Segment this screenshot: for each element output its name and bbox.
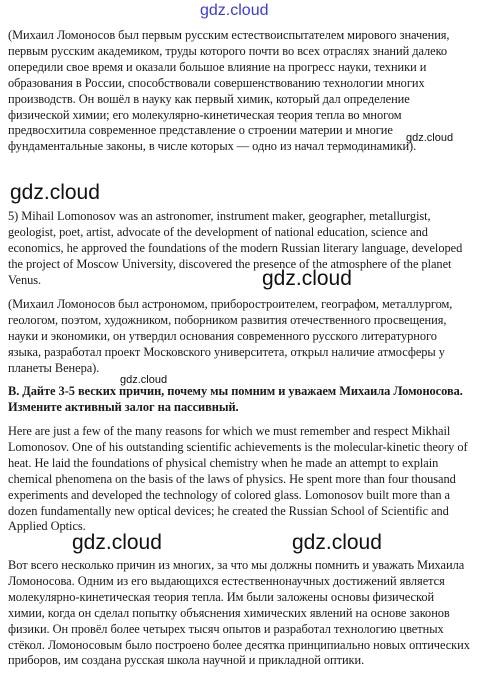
- watermark-4: gdz.cloud: [120, 374, 168, 386]
- watermark-6: gdz.cloud: [292, 531, 382, 554]
- paragraph-english-1: 5) Mihail Lomonosov was an astronomer, instrument maker, geographer, metallurgist, geologist, poet, artist, advocate of the development of national education, science and economics, he approved the foundations of the modern Russian literary language, developed the project of Moscow University, discovered the presence of the atmosphere of the planet Venus.: [8, 209, 463, 287]
- paragraph-russian-1: (Михаил Ломоносов был первым русским естествоиспытателем мирового значения, первым русским академиком, труды которого почти во всех отраслях знаний далеко опередили свое время и оказали большое влияние на прогресс науки, техники и образования в России, способствовали совершенствованию технологии многих производств. Он вошёл в науку как первый химик, который дал определение физической химии; его молекулярно-кинетическая теория тепла во многом предвосхитила современное представление о строении материи и многие фундаментальные законы, в числе которых — одно из начал термодинамики).: [8, 28, 450, 154]
- paragraph-english-2: Here are just a few of the many reasons for which we must remember and respect Mikhail Lomonosov. One of his outstanding scientific achievements is the molecular-kinetic theory of heat. He laid the foundations of physical chemistry when he made an attempt to explain chemical phenomena on the basis of the laws of physics. He spent more than four thousand experiments and developed the technology of colored glass. Lomonosov built more than a dozen fundamentally new optical devices; he created the Russian School of Scientific and Applied Optics.: [8, 424, 468, 534]
- paragraph-russian-2: (Михаил Ломоносов был астрономом, приборостроителем, географом, металлургом, геологом, поэтом, художником, поборником развития отечественного просвещения, науки и экономики, он утвердил основания современного русского литературного языка, разработал проект Московского университета, открыл наличие атмосферы у планеты Венера).: [8, 297, 453, 375]
- watermark-3: gdz.cloud: [262, 267, 352, 290]
- task-heading: B. Дайте 3-5 веских причин, почему мы помним и уважаем Михаила Ломоносова. Измените активный залог на пассивный.: [8, 384, 463, 414]
- watermark-5: gdz.cloud: [72, 531, 162, 554]
- paragraph-russian-3: Вот всего несколько причин из многих, за что мы должны помнить и уважать Михаила Ломоносова. Одним из его выдающихся естественнонаучных достижений является молекулярно-кинетическая теория тепла. Им были заложены основы физической химии, когда он сделал попытку объяснения химических явлений на основе законов физики. Он провёл более четырех тысяч опытов и разработал технологию цветных стёкол. Ломоносовым было построено более десятка принципиально новых оптических приборов, им создана русская школа научной и прикладной оптики.: [8, 558, 470, 668]
- watermark-top: gdz.cloud: [200, 2, 269, 19]
- watermark-2: gdz.cloud: [10, 181, 100, 204]
- watermark-1: gdz.cloud: [406, 132, 454, 144]
